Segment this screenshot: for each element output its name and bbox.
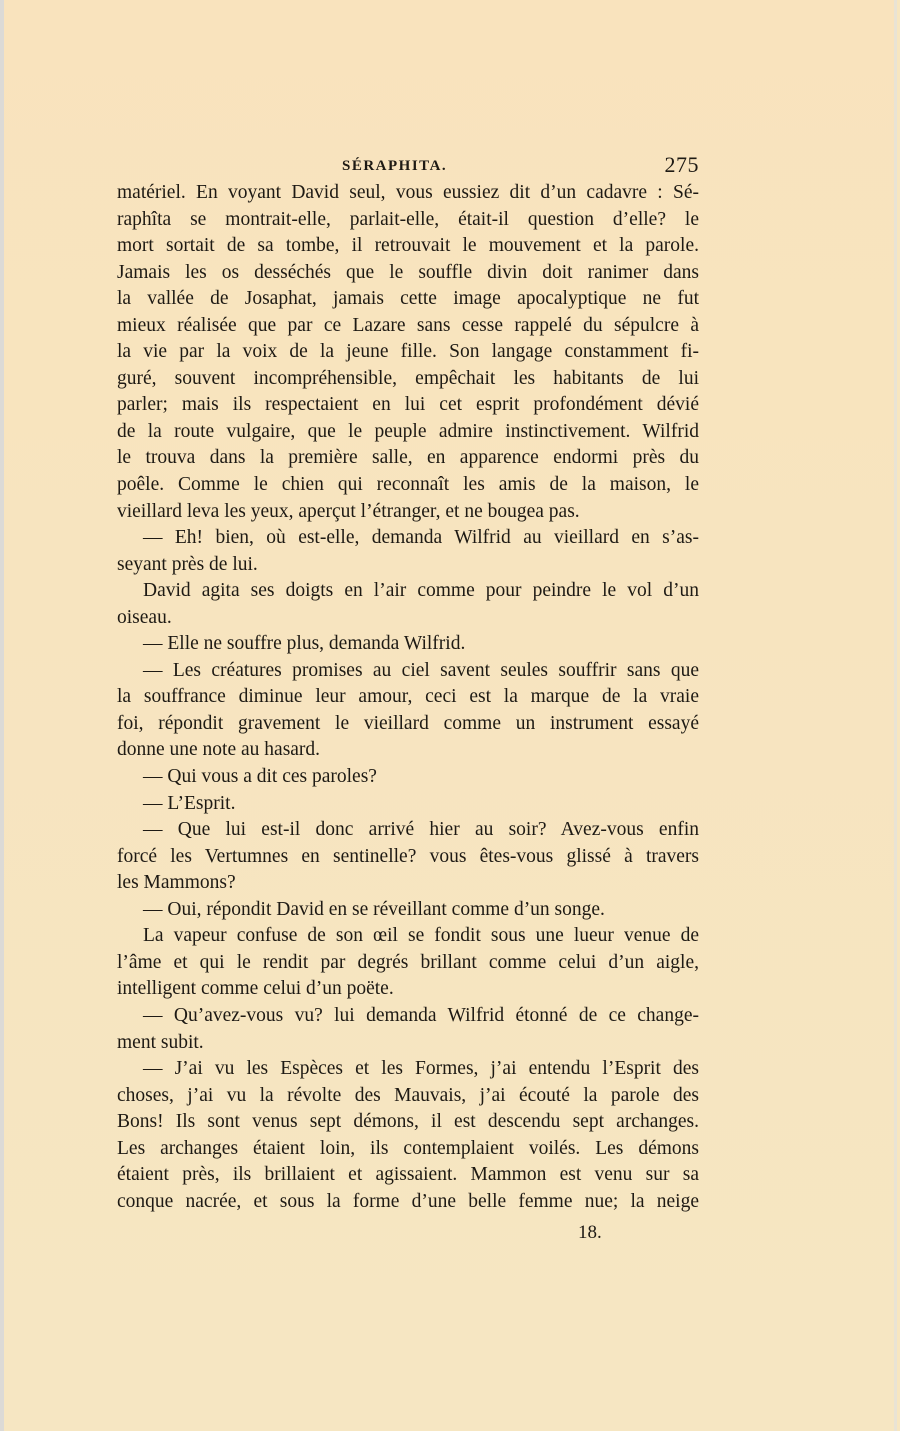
text-line: Bons! Ils sont venus sept démons, il est descendu sept archanges. <box>117 1111 699 1133</box>
text-line: vieillard leva les yeux, aperçut l’étranger, et ne bougea pas. <box>117 500 580 522</box>
running-title: SÉRAPHITA. <box>342 158 448 174</box>
text-line: conque nacrée, et sous la forme d’une belle femme nue; la neige <box>117 1190 699 1212</box>
signature-mark: 18. <box>578 1222 602 1243</box>
text-line: Les archanges étaient loin, ils contemplaient voilés. Les démons <box>117 1137 699 1159</box>
text-line: — J’ai vu les Espèces et les Formes, j’ai entendu l’Esprit des <box>143 1058 699 1080</box>
text-line: — Eh! bien, où est-elle, demanda Wilfrid au vieillard en s’as- <box>143 527 699 549</box>
text-line: Jamais les os desséchés que le souffle divin doit ranimer dans <box>117 261 699 283</box>
text-line: oiseau. <box>117 606 172 628</box>
text-line: choses, j’ai vu la révolte des Mauvais, j’ai écouté la parole des <box>117 1084 699 1106</box>
text-line: la souffrance diminue leur amour, ceci est la marque de la vraie <box>117 686 699 708</box>
text-line: le trouva dans la première salle, en apparence endormi près du <box>117 447 699 469</box>
text-line: la vallée de Josaphat, jamais cette image apocalyptique ne fut <box>117 288 699 310</box>
text-line: matériel. En voyant David seul, vous eussiez dit d’un cadavre : Sé- <box>117 182 699 203</box>
page-number: 275 <box>664 152 699 177</box>
text-line: forcé les Vertumnes en sentinelle? vous êtes-vous glissé à travers <box>117 845 699 867</box>
text-line: — L’Esprit. <box>143 792 236 814</box>
text-line: étaient près, ils brillaient et agissaient. Mammon est venu sur sa <box>117 1164 699 1186</box>
text-line: La vapeur confuse de son œil se fondit sous une lueur venue de <box>143 925 699 947</box>
text-line: poêle. Comme le chien qui reconnaît les amis de la maison, le <box>117 474 699 496</box>
running-head <box>117 150 699 180</box>
text-line: — Que lui est-il donc arrivé hier au soir? Avez-vous enfin <box>143 819 699 841</box>
page-text-block <box>117 150 699 1215</box>
text-line: donne une note au hasard. <box>117 739 321 761</box>
text-line: David agita ses doigts en l’air comme pour peindre le vol d’un <box>143 580 699 602</box>
text-line: — Elle ne souffre plus, demanda Wilfrid. <box>143 633 466 655</box>
text-line: — Oui, répondit David en se réveillant comme d’un songe. <box>143 898 605 920</box>
text-line: guré, souvent incompréhensible, empêchait les habitants de lui <box>117 367 699 389</box>
text-line: l’âme et qui le rendit par degrés brillant comme celui d’un aigle, <box>117 951 699 973</box>
text-line: ment subit. <box>117 1031 204 1053</box>
text-line: — Qu’avez-vous vu? lui demanda Wilfrid étonné de ce change- <box>143 1004 699 1026</box>
text-line: — Les créatures promises au ciel savent seules souffrir sans que <box>143 659 699 681</box>
text-line: la vie par la voix de la jeune fille. Son langage constamment fi- <box>117 341 699 363</box>
text-line: les Mammons? <box>117 872 236 894</box>
text-line: seyant près de lui. <box>117 553 258 575</box>
scan-right-edge <box>894 0 897 1431</box>
text-line: raphîta se montrait-elle, parlait-elle, était-il question d’elle? le <box>117 208 699 230</box>
text-line: foi, répondit gravement le vieillard comme un instrument essayé <box>117 712 699 734</box>
text-line: mieux réalisée que par ce Lazare sans cesse rappelé du sépulcre à <box>117 314 699 336</box>
text-line: — Qui vous a dit ces paroles? <box>143 766 377 788</box>
body-text <box>117 180 699 1215</box>
text-line: intelligent comme celui d’un poëte. <box>117 978 394 1000</box>
text-line: parler; mais ils respectaient en lui cet esprit profondément dévié <box>117 394 699 416</box>
text-line: mort sortait de sa tombe, il retrouvait le mouvement et la parole. <box>117 235 699 257</box>
text-line: de la route vulgaire, que le peuple admire instinctivement. Wilfrid <box>117 420 699 442</box>
